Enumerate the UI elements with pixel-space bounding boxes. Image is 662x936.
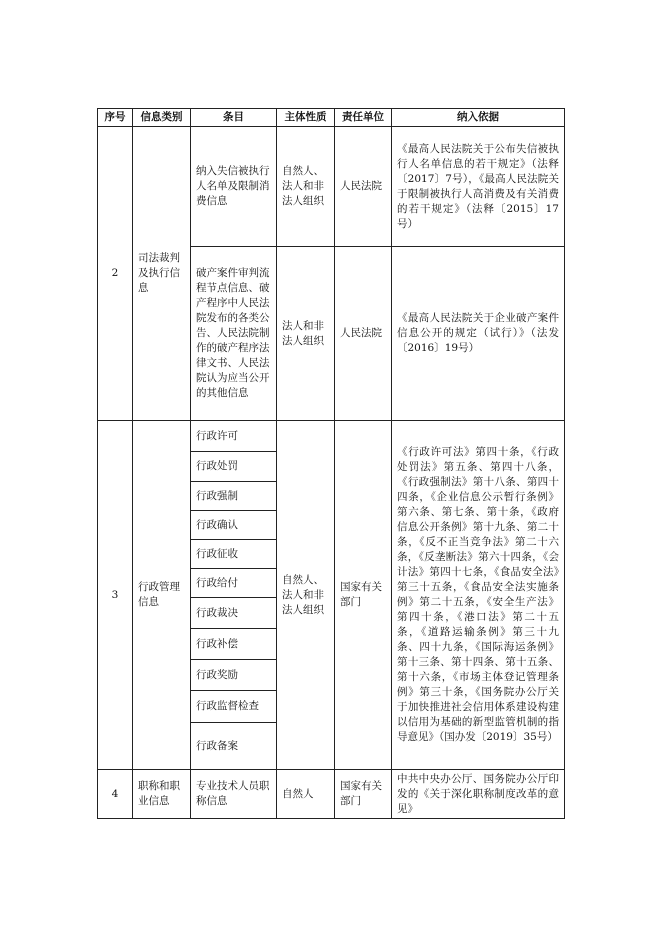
row-basis: 《行政许可法》第四十条，《行政处罚法》第五条、第四十八条，《行政强制法》第十八条、第四十四条，《企业信息公示暂行条例》第六条、第七条、第十条，《政府信息公开条例》第十九条、第二十条，《反不正当竞争法》第二十六条，《反垄断法》第六十四条，《会计法》第四十七条，《食品安全法》第三十五条，《食品安全法实施条例》第二十五条，《安全生产法》第四十条，《港口法》第二十五条，《道路运输条例》第三十九条、四十九条，《国际海运条例》第十三条、第十四条、第十五条、第十六条，《市场主体登记管理条例》第三十条，《国务院办公厅关于加快推进社会信用体系建设构建以信用为基础的新型监管机制的指导意见》（国办发〔2019〕35号） [392,421,565,770]
table-row [98,127,565,247]
row-unit: 人民法院 [335,247,392,421]
row-category: 行政管理信息 [133,421,191,770]
row-item: 行政征收 [191,540,277,569]
row-item: 行政强制 [191,482,277,511]
row-category: 司法裁判及执行信息 [133,127,191,421]
header-no: 序号 [98,109,133,127]
header-basis: 纳入依据 [392,109,565,127]
row-subject: 自然人、法人和非法人组织 [277,421,335,770]
row-unit: 国家有关部门 [335,770,392,819]
row-no: 3 [98,421,133,770]
row-basis: 《最高人民法院关于公布失信被执行人名单信息的若干规定》（法释〔2017〕7号），《最高人民法院关于限制被执行人高消费及有关消费的若干规定》（法释〔2015〕17号） [392,127,565,247]
row-item: 纳入失信被执行人名单及限制消费信息 [191,127,277,247]
row-no: 4 [98,770,133,819]
row-item: 专业技术人员职称信息 [191,770,277,819]
row-item: 行政监督检查 [191,691,277,723]
row-basis: 中共中央办公厅、国务院办公厅印发的《关于深化职称制度改革的意见》 [392,770,565,819]
row-item: 行政补偿 [191,629,277,660]
row-subject: 法人和非法人组织 [277,247,335,421]
table-row [98,421,565,452]
row-subject: 自然人、法人和非法人组织 [277,127,335,247]
row-item: 行政确认 [191,511,277,540]
row-item: 行政许可 [191,421,277,452]
header-unit: 责任单位 [335,109,392,127]
credit-info-table [97,108,565,819]
row-category: 职称和职业信息 [133,770,191,819]
row-item: 行政给付 [191,569,277,598]
row-item: 行政奖励 [191,660,277,691]
row-item: 行政处罚 [191,452,277,482]
row-item: 行政裁决 [191,598,277,629]
row-unit: 人民法院 [335,127,392,247]
header-subject: 主体性质 [277,109,335,127]
row-basis: 《最高人民法院关于企业破产案件信息公开的规定（试行）》（法发〔2016〕19号） [392,247,565,421]
header-row [98,109,565,127]
header-item: 条目 [191,109,277,127]
row-no: 2 [98,127,133,421]
row-item: 行政备案 [191,723,277,770]
header-category: 信息类别 [133,109,191,127]
row-unit: 国家有关部门 [335,421,392,770]
row-item: 破产案件审判流程节点信息、破产程序中人民法院发布的各类公告、人民法院制作的破产程序法律文书、人民法院认为应当公开的其他信息 [191,247,277,421]
table-row [98,770,565,819]
row-subject: 自然人 [277,770,335,819]
